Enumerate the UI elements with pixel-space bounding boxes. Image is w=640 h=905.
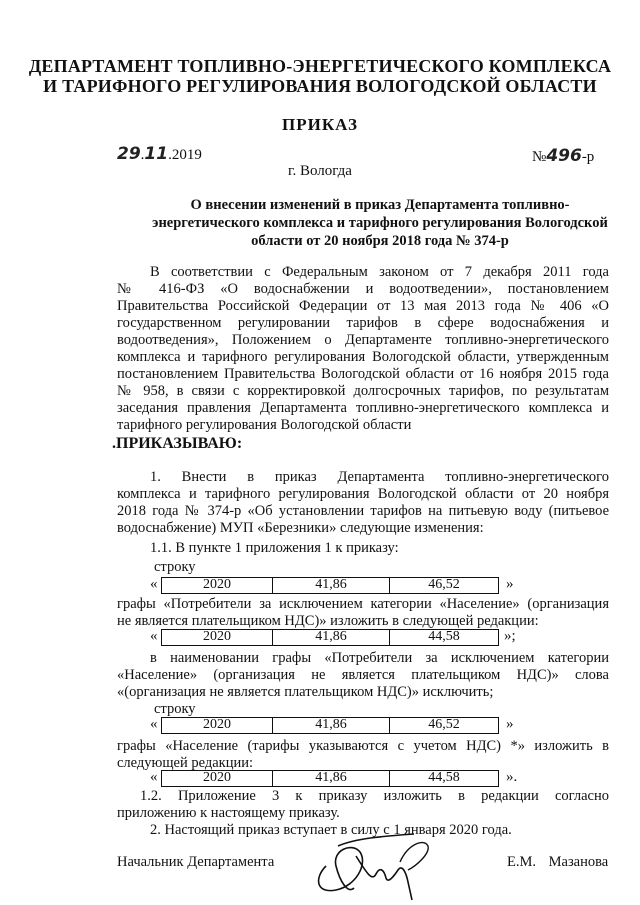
department-name-line1: ДЕПАРТАМЕНТ ТОПЛИВНО-ЭНЕРГЕТИЧЕСКОГО КОМПЛЕКСА xyxy=(28,56,612,76)
quote-open: « xyxy=(150,769,158,785)
row-value: 44,58 xyxy=(428,629,460,644)
tariff-row xyxy=(161,770,499,787)
graph-text: графы «Потребители за исключением категории «Население» (организация xyxy=(117,596,609,612)
preamble-line: В соответствии с Федеральным законом от 7 декабря 2011 года xyxy=(150,264,609,280)
subitem-1-2: 1.2. Приложение 3 к приказу изложить в редакции согласно xyxy=(140,788,609,804)
quote-close: ». xyxy=(506,769,518,785)
word-stroku: строку xyxy=(154,559,196,575)
order-word: .ПРИКАЗЫВАЮ: xyxy=(112,435,243,452)
preamble-line: государственном регулировании тарифов в сфере водоснабжения и xyxy=(117,315,609,331)
quote-open: « xyxy=(150,628,158,644)
number-value: 496 xyxy=(546,146,582,166)
date-day: 29 xyxy=(117,144,141,164)
naim-text: в наименовании графы «Потребители за исключением категории xyxy=(150,650,609,666)
row-year: 2020 xyxy=(162,771,273,786)
preamble-line: постановлением Правительства Вологодской области от 16 ноября 2015 года xyxy=(117,366,609,382)
preamble-line: № 416-ФЗ «О водоснабжении и водоотведении», постановлением xyxy=(117,281,609,297)
row-value: 46,52 xyxy=(428,717,460,732)
signatory-position: Начальник Департамента xyxy=(117,854,275,870)
preamble-line: комплекса и тарифного регулирования Вологодской области, утвержденным xyxy=(117,349,609,365)
quote-close: » xyxy=(506,576,514,592)
row-value: 44,58 xyxy=(428,770,460,785)
row-value: 41,86 xyxy=(273,630,390,645)
row-year: 2020 xyxy=(162,578,273,593)
quote-open: « xyxy=(150,716,158,732)
item1-line: водоснабжение) МУП «Березники» следующие изменения: xyxy=(117,520,484,536)
preamble-line: водоотведения», Положением о Департаменте топливно-энергетического xyxy=(117,332,609,348)
graph-text: не является плательщиком НДС)» изложить в следующей редакции: xyxy=(117,613,539,629)
naim-text: «Население» (организация не является плательщиком НДС)» слова xyxy=(117,667,609,683)
date-month: 11 xyxy=(144,144,169,164)
number-prefix: № xyxy=(532,149,547,165)
number-suffix: -р xyxy=(581,149,595,165)
preamble-line: Правительства Российской Федерации от 13 мая 2013 года № 406 «О xyxy=(117,298,609,314)
item1-line: комплекса и тарифного регулирования Вологодской области от 20 ноября xyxy=(117,486,609,502)
date-year: .2019 xyxy=(168,147,202,163)
preamble-line: заседания правления Департамента топливно-энергетического комплекса и xyxy=(117,400,609,416)
quote-open: « xyxy=(150,576,158,592)
subject-line1: О внесении изменений в приказ Департамента топливно- xyxy=(190,197,570,213)
department-name-line2: И ТАРИФНОГО РЕГУЛИРОВАНИЯ ВОЛОГОДСКОЙ ОБЛАСТИ xyxy=(43,76,597,96)
signatory-name: Е.М. Мазанова xyxy=(507,854,609,870)
subitem-1-1: 1.1. В пункте 1 приложения 1 к приказу: xyxy=(150,540,399,556)
graph-text: графы «Население (тарифы указываются с учетом НДС) *» изложить в xyxy=(117,738,609,754)
order-date: 29.11.2019 xyxy=(117,144,202,164)
row-value: 41,86 xyxy=(273,771,390,786)
quote-close: »; xyxy=(504,628,516,644)
subject-line2: энергетического комплекса и тарифного регулирования Вологодской xyxy=(152,215,608,231)
document-type: ПРИКАЗ xyxy=(282,115,358,134)
row-value: 46,52 xyxy=(428,577,460,592)
tariff-row xyxy=(161,629,499,646)
word-stroku: строку xyxy=(154,701,196,717)
quote-close: » xyxy=(506,716,514,732)
tariff-row xyxy=(161,717,499,734)
row-value: 41,86 xyxy=(273,578,390,593)
tariff-row xyxy=(161,577,499,594)
handwritten-signature xyxy=(296,826,446,901)
graph-text: следующей редакции: xyxy=(117,755,254,771)
row-value: 41,86 xyxy=(273,718,390,733)
item2: 2. Настоящий приказ вступает в силу с 1 января 2020 года. xyxy=(150,822,512,838)
subject-line3: области от 20 ноября 2018 года № 374-р xyxy=(251,233,509,249)
naim-text: «(организация не является плательщиком НДС)» исключить; xyxy=(117,684,494,700)
city: г. Вологда xyxy=(288,163,352,179)
preamble-line: тарифного регулирования Вологодской области xyxy=(117,417,412,433)
row-year: 2020 xyxy=(162,630,273,645)
subitem-1-2: приложению к настоящему приказу. xyxy=(117,805,340,821)
item1-line: 1. Внести в приказ Департамента топливно-энергетического xyxy=(150,469,609,485)
preamble-line: № 958, в связи с корректировкой долгосрочных тарифов, по результатам xyxy=(117,383,609,399)
row-year: 2020 xyxy=(162,718,273,733)
item1-line: 2018 года № 374-р «Об установлении тарифов на питьевую воду (питьевое xyxy=(117,503,609,519)
